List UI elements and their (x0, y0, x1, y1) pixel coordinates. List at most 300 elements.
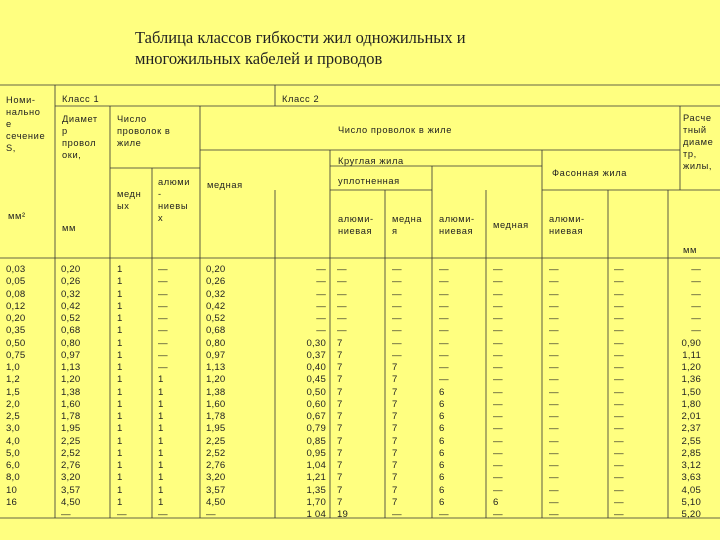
table-cell: — (337, 313, 347, 324)
table-cell: 10 (6, 484, 18, 496)
table-cell: 0,12 (6, 300, 26, 312)
table-cell: 0,40 (306, 362, 326, 373)
table-cell: 1,50 (681, 386, 701, 398)
title-line-1: Таблица классов гибкости жил одножильных и (135, 28, 466, 47)
table-cell: — (614, 509, 624, 520)
table-cell: 0,35 (6, 325, 26, 337)
table-cell: — (316, 288, 326, 300)
table-cell: — (493, 386, 503, 398)
table-cell: — (549, 423, 559, 435)
table-cell: 1,95 (61, 423, 81, 435)
table-cell: — (439, 374, 449, 386)
table-cell: — (439, 264, 449, 275)
table-cell: 7 (392, 398, 398, 410)
table-cell: 1 04 (306, 509, 326, 520)
table-cell: — (316, 300, 326, 312)
table-cell: — (493, 398, 503, 410)
table-cell: 6 (439, 398, 445, 410)
table-cell: — (493, 288, 503, 300)
table-cell: 1 (117, 411, 123, 422)
table-cell: 7 (392, 460, 398, 471)
table-cell: — (337, 300, 347, 312)
table-cell: — (549, 472, 559, 484)
table-cell: 2,76 (61, 460, 81, 471)
table-cell: 3,0 (6, 423, 20, 435)
table-cell: — (316, 276, 326, 288)
table-cell: 0,52 (206, 313, 226, 324)
table-cell: — (549, 362, 559, 373)
table-cell: 7 (337, 411, 343, 422)
table-cell: — (614, 325, 624, 337)
col-alu-round (439, 264, 449, 521)
table-cell: — (549, 313, 559, 324)
table-cell: 1 (158, 484, 164, 496)
table-cell: — (614, 276, 624, 288)
table-cell: 1 (158, 472, 164, 484)
col-copper (206, 264, 225, 521)
table-cell: — (614, 374, 624, 386)
table-cell: — (549, 411, 559, 422)
table-cell: — (614, 349, 624, 361)
alu-shaped-header: алюми- ниевая (549, 214, 585, 236)
col-alu-shaped-2 (614, 264, 624, 521)
table-cell: 3,20 (206, 472, 226, 484)
copper-shaped-header: медная (493, 220, 529, 230)
table-cell: 6,0 (6, 460, 20, 471)
table-cell: 1 (117, 300, 123, 312)
table-cell: — (493, 374, 503, 386)
table-cell: 1,38 (206, 386, 226, 398)
table-cell: — (691, 264, 701, 275)
table-cell: 1 (117, 362, 123, 373)
table-cell: — (493, 362, 503, 373)
table-cell: — (439, 300, 449, 312)
table-cell: 7 (337, 374, 343, 386)
table-cell: 0,52 (61, 313, 81, 324)
table-cell: 1,2 (6, 374, 20, 386)
table-cell: 7 (337, 435, 343, 447)
table-cell: 7 (337, 398, 343, 410)
table-cell: 1 (158, 447, 164, 459)
table-cell: 0,42 (61, 300, 81, 312)
table-cell: — (691, 313, 701, 324)
table-cell: — (493, 349, 503, 361)
col-alu-compacted (337, 264, 348, 521)
table-cell: — (549, 484, 559, 496)
table-cell: — (614, 447, 624, 459)
table-cell: 2,37 (681, 423, 701, 435)
table-cell: — (493, 509, 503, 520)
table-cell: 1,21 (306, 472, 326, 484)
table-cell: — (493, 460, 503, 471)
table-cell: 6 (439, 386, 445, 398)
table-cell: — (337, 325, 347, 337)
table-cell: 4,50 (206, 496, 226, 508)
table-cell: — (439, 349, 449, 361)
table-cell: — (614, 411, 624, 422)
table-cell: — (614, 300, 624, 312)
table-cell: 1 (117, 276, 123, 288)
table-cell: — (614, 264, 624, 275)
wire-count-class2-header: Число проволок в жиле (338, 125, 452, 135)
table-cell: 1 (158, 386, 164, 398)
table-cell: 0,50 (306, 386, 326, 398)
table-cell: 2,76 (206, 460, 226, 471)
table-cell: — (493, 313, 503, 324)
table-cell: 0,67 (306, 411, 326, 422)
table-cell: 1,35 (306, 484, 326, 496)
table-cell: 0,08 (6, 288, 26, 300)
table-cell: — (337, 276, 347, 288)
table-cell: 1 (117, 423, 123, 435)
table-cell: — (392, 349, 402, 361)
table-cell: 0,80 (206, 337, 226, 349)
table-cell: 0,50 (6, 337, 26, 349)
table-cell: — (493, 325, 503, 337)
table-cell: — (439, 276, 449, 288)
table-cell: — (493, 264, 503, 275)
shaped-core-header: Фасонная жила (552, 168, 628, 178)
table-cell: — (392, 264, 402, 275)
unit-mm-right: мм (683, 245, 697, 255)
table-cell: 1,20 (206, 374, 226, 386)
table-cell: 1 (117, 313, 123, 324)
table-cell: — (549, 288, 559, 300)
table-cell: 6 (493, 496, 499, 508)
table-cell: — (614, 423, 624, 435)
table-cell: 1,60 (206, 398, 226, 410)
table-cell: — (549, 374, 559, 386)
table-cell: 7 (392, 472, 398, 484)
copper-count-header: медн ых (117, 189, 142, 211)
table-cell: 0,79 (306, 423, 326, 435)
table-cell: 6 (439, 460, 445, 471)
table-cell: 1 (117, 484, 123, 496)
table-cell: 1 (117, 337, 123, 349)
table-cell: — (614, 472, 624, 484)
alu-compacted-header: алюми- ниевая (338, 214, 374, 236)
table-cell: — (614, 313, 624, 324)
table-cell: 1 (117, 325, 123, 337)
table-cell: 0,68 (61, 325, 81, 337)
table-cell: 1 (158, 411, 164, 422)
table-cell: 6 (439, 411, 445, 422)
table-cell: — (117, 509, 127, 520)
table-cell: — (392, 300, 402, 312)
table-cell: — (337, 264, 347, 275)
table-cell: 1 (117, 398, 123, 410)
table-cell: — (439, 313, 449, 324)
table-title (135, 27, 555, 69)
table-cell: 5,20 (681, 509, 701, 520)
nominal-section-header: Номи- нально е сечение S, (6, 95, 46, 153)
table-cell: — (337, 288, 347, 300)
table-cell: — (316, 264, 326, 275)
col-al-count (158, 264, 168, 521)
table-cell: 1,0 (6, 362, 20, 373)
table-cell: 7 (337, 386, 343, 398)
table-cell: — (158, 337, 168, 349)
table-cell: 3,57 (61, 484, 81, 496)
table-cell: — (493, 435, 503, 447)
table-cell: 1,20 (681, 362, 701, 373)
table-cell: — (691, 325, 701, 337)
table-cell: 6 (439, 484, 445, 496)
table-cell: — (61, 509, 71, 520)
table-cell: — (493, 423, 503, 435)
table-cell: 1 (117, 264, 123, 275)
table-cell: — (691, 300, 701, 312)
table-cell: 0,37 (306, 349, 326, 361)
table-cell: 2,52 (206, 447, 226, 459)
table-cell: — (158, 325, 168, 337)
table-cell: — (392, 276, 402, 288)
table-cell: 1 (158, 374, 164, 386)
table-cell: — (439, 337, 449, 349)
table-cell: — (614, 398, 624, 410)
table-cell: 1,36 (681, 374, 701, 386)
table-cell: 0,90 (681, 337, 701, 349)
table-cell: — (392, 288, 402, 300)
table-cell: 8,0 (6, 472, 20, 484)
col-section (6, 264, 25, 509)
table-cell: — (316, 325, 326, 337)
table-cell: 6 (439, 447, 445, 459)
class1-header: Класс 1 (62, 94, 100, 104)
table-cell: — (392, 337, 402, 349)
table-cell: 0,45 (306, 374, 326, 386)
table-cell: 7 (337, 349, 343, 361)
table-cell: 1,20 (61, 374, 81, 386)
table-cell: 16 (6, 496, 18, 508)
compacted-header: уплотненная (338, 176, 400, 186)
table-cell: 2,5 (6, 411, 20, 422)
table-cell: 1 (158, 398, 164, 410)
table-cell: 0,95 (306, 447, 326, 459)
table-cell: 0,30 (306, 337, 326, 349)
col-alu-shaped-1 (549, 264, 559, 521)
table-cell: — (549, 337, 559, 349)
table-cell: — (549, 386, 559, 398)
table-cell: 0,26 (206, 276, 226, 288)
table-cell: 7 (392, 411, 398, 422)
table-cell: 1,13 (61, 362, 81, 373)
table-cell: 3,57 (206, 484, 226, 496)
table-cell: 7 (337, 423, 343, 435)
table-cell: 0,03 (6, 264, 26, 275)
table-cell: 1 (117, 288, 123, 300)
table-cell: 0,20 (6, 313, 26, 324)
table-cell: — (439, 362, 449, 373)
table-cell: 3,12 (681, 460, 701, 471)
table-cell: 0,05 (6, 276, 26, 288)
table-cell: — (614, 496, 624, 508)
table-cell: — (691, 276, 701, 288)
table-cell: 1,11 (682, 349, 701, 361)
table-cell: — (614, 288, 624, 300)
class2-header: Класс 2 (282, 94, 320, 104)
wire-count-header: Число проволок в жиле (117, 114, 171, 148)
table-cell: 7 (392, 447, 398, 459)
copper-header: медная (207, 180, 243, 190)
table-cell: 0,60 (306, 398, 326, 410)
table-cell: 0,75 (6, 349, 26, 361)
round-core-header: Круглая жила (338, 156, 404, 166)
table-cell: 7 (392, 362, 398, 373)
table-cell: 1,70 (306, 496, 326, 508)
table-cell: — (439, 325, 449, 337)
table-cell: 1,04 (306, 460, 326, 471)
table-cell: 6 (439, 472, 445, 484)
table-cell: — (549, 300, 559, 312)
table-cell: 3,20 (61, 472, 81, 484)
table-cell: — (158, 288, 168, 300)
table-cell: 6 (439, 496, 445, 508)
table-cell: — (614, 337, 624, 349)
aluminium-count-header: алюми - ниевы х (158, 177, 191, 223)
table-cell: 7 (337, 460, 343, 471)
table-cell: 7 (337, 337, 343, 349)
table-cell: — (158, 264, 168, 275)
table-cell: 7 (392, 374, 398, 386)
table-cell: 7 (392, 496, 398, 508)
table-cell: 1 (117, 386, 123, 398)
table-cell: — (549, 496, 559, 508)
table-cell: — (549, 276, 559, 288)
table-cell: 4,05 (681, 484, 701, 496)
col-diameter (61, 264, 80, 521)
table-cell: 1,78 (61, 411, 81, 422)
title-line-2: многожильных кабелей и проводов (135, 49, 383, 68)
table-cell: — (493, 276, 503, 288)
col-copper-compacted (392, 264, 402, 521)
table-cell: — (158, 276, 168, 288)
table-cell: 3,63 (681, 472, 701, 484)
table-cell: 1 (158, 496, 164, 508)
table-cell: 1 (117, 349, 123, 361)
table-cell: 6 (439, 423, 445, 435)
table-cell: 4,0 (6, 435, 20, 447)
table-cell: 1 (117, 435, 123, 447)
table-cell: 1 (158, 435, 164, 447)
table-cell: — (493, 472, 503, 484)
table-cell: 1 (117, 447, 123, 459)
table-cell: 1 (158, 460, 164, 471)
table-cell: 0,32 (61, 288, 81, 300)
col-diameter-class2 (275, 264, 326, 521)
table-cell: 0,97 (206, 349, 226, 361)
table-cell: 7 (392, 423, 398, 435)
table-cell: 7 (337, 472, 343, 484)
table-cell: — (158, 509, 168, 520)
table-cell: 5,0 (6, 447, 20, 459)
table-cell: 2,25 (61, 435, 81, 447)
table-cell: — (549, 509, 559, 520)
table-cell: 0,32 (206, 288, 226, 300)
table-cell: — (158, 349, 168, 361)
table-cell: 2,25 (206, 435, 226, 447)
table-cell: 6 (439, 435, 445, 447)
table-cell: — (549, 264, 559, 275)
table-cell: 0,85 (306, 435, 326, 447)
table-cell: — (691, 288, 701, 300)
alu-round-header: алюми- ниевая (439, 214, 475, 236)
table-cell: — (439, 509, 449, 520)
table-cell: 1 (117, 496, 123, 508)
table-cell: 0,20 (206, 264, 226, 275)
table-cell: 0,68 (206, 325, 226, 337)
table-cell: — (158, 300, 168, 312)
table-cell: — (549, 447, 559, 459)
table-cell: 7 (337, 362, 343, 373)
table-cell: — (158, 313, 168, 324)
calc-diameter-header: Расче тный диаме тр, жилы, (683, 113, 714, 171)
table-cell: — (493, 300, 503, 312)
table-cell: — (493, 484, 503, 496)
table-cell: — (549, 325, 559, 337)
wire-diameter-header: Диамет р провол оки, (62, 114, 98, 160)
col-cu-count (117, 264, 127, 521)
table-cell: — (549, 435, 559, 447)
table-cell: — (614, 460, 624, 471)
table-cell: — (614, 362, 624, 373)
table-cell: 1,80 (681, 398, 701, 410)
table-cell: 0,42 (206, 300, 226, 312)
table-cell: — (392, 509, 402, 520)
table-cell: — (614, 386, 624, 398)
table-cell: 0,20 (61, 264, 81, 275)
col-copper-shaped (493, 264, 503, 521)
table-cell: 0,80 (61, 337, 81, 349)
table-cell: 1 (117, 472, 123, 484)
table-cell: 2,55 (681, 435, 701, 447)
table-cell: — (439, 288, 449, 300)
table-cell: 2,0 (6, 398, 20, 410)
table-cell: 1 (158, 423, 164, 435)
table-cell: — (206, 509, 216, 520)
table-cell: 0,26 (61, 276, 81, 288)
table-cell: 1,5 (6, 386, 20, 398)
table-cell: 7 (392, 484, 398, 496)
table-cell: 2,01 (681, 411, 701, 422)
table-cell: 7 (392, 386, 398, 398)
table-cell: 1,38 (61, 386, 81, 398)
table-cell: 1,95 (206, 423, 226, 435)
table-cell: 1 (117, 460, 123, 471)
table-cell: — (158, 362, 168, 373)
col-calc-diameter (668, 264, 701, 521)
table-cell: — (392, 313, 402, 324)
table-cell: 7 (337, 484, 343, 496)
table-cell: 1 (117, 374, 123, 386)
table-cell: — (493, 337, 503, 349)
table-cell: 1,78 (206, 411, 226, 422)
table-cell: — (392, 325, 402, 337)
table-cell: — (549, 460, 559, 471)
table-cell: 5,10 (681, 496, 701, 508)
table-cell: 4,50 (61, 496, 81, 508)
table-cell: 2,52 (61, 447, 81, 459)
table-cell: — (549, 398, 559, 410)
table-cell: 0,97 (61, 349, 81, 361)
table-cell: 1,60 (61, 398, 81, 410)
table-cell: 7 (337, 447, 343, 459)
table-cell: — (614, 435, 624, 447)
table-cell: 7 (392, 435, 398, 447)
table-cell: 2,85 (681, 447, 701, 459)
table-cell: 1,13 (206, 362, 226, 373)
table-cell: — (493, 447, 503, 459)
